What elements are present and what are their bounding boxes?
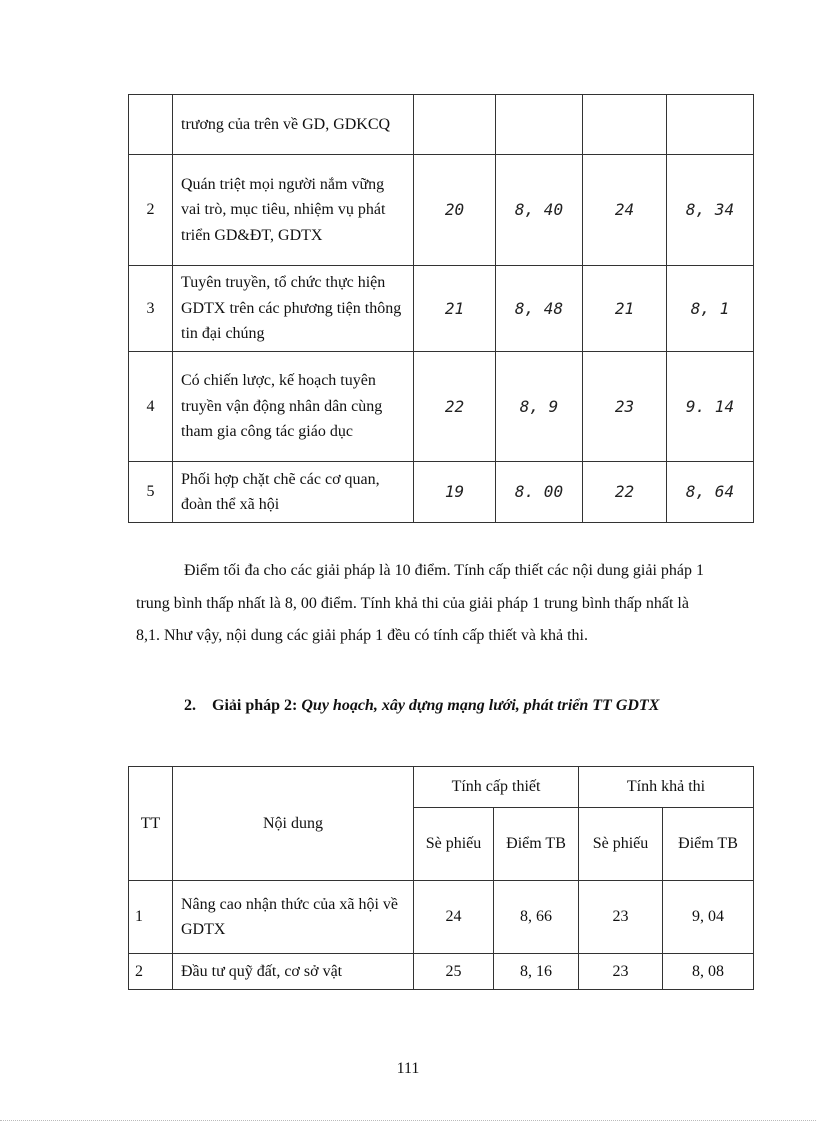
row-content: Quán triệt mọi người nắm vững vai trò, mục tiêu, nhiệm vụ phát triển GD&ĐT, GDTX [173, 155, 414, 266]
urgency-votes [414, 95, 496, 155]
feasibility-score: 8, 64 [667, 462, 754, 523]
feasibility-votes: 23 [583, 352, 667, 462]
summary-paragraph [136, 555, 716, 653]
row-number: 4 [129, 352, 173, 462]
table-row [129, 266, 754, 352]
feasibility-votes: 24 [583, 155, 667, 266]
summary-text: Điểm tối đa cho các giải pháp là 10 điểm. Tính cấp thiết các nội dung giải pháp 1 trung bình thấp nhất là 8, 00 điểm. Tính khả thi của giải pháp 1 trung bình thấp nhất là 8,1. Như vậy, nội dung các giải pháp 1 đều có tính cấp thiết và khả thi. [136, 562, 704, 645]
heading-label: Giải pháp 2: [212, 697, 298, 714]
feasibility-score: 8, 08 [663, 954, 754, 990]
row-content: Có chiến lược, kế hoạch tuyên truyền vận động nhân dân cùng tham gia công tác giáo dục [173, 352, 414, 462]
heading-title: Quy hoạch, xây dựng mạng lưới, phát triển TT GDTX [301, 697, 660, 714]
row-number: 2 [129, 155, 173, 266]
urgency-score: 8, 66 [494, 881, 579, 954]
feasibility-score: 9, 04 [663, 881, 754, 954]
row-content: Phối hợp chặt chẽ các cơ quan, đoàn thể xã hội [173, 462, 414, 523]
feasibility-votes: 23 [579, 954, 663, 990]
header-tt: TT [129, 767, 173, 881]
feasibility-votes: 22 [583, 462, 667, 523]
row-number: 3 [129, 266, 173, 352]
urgency-score: 8. 00 [496, 462, 583, 523]
table-row [129, 462, 754, 523]
row-content: Đầu tư quỹ đất, cơ sở vật [173, 954, 414, 990]
heading-number: 2. [184, 697, 196, 714]
urgency-votes: 24 [414, 881, 494, 954]
criteria-table-1 [128, 94, 754, 523]
urgency-score: 8, 16 [494, 954, 579, 990]
row-content: trương của trên về GD, GDKCQ [173, 95, 414, 155]
header-feasibility-score: Điểm TB [663, 808, 754, 881]
table-row [129, 95, 754, 155]
row-number: 5 [129, 462, 173, 523]
header-urgency: Tính cấp thiết [414, 767, 579, 808]
feasibility-score: 9. 14 [667, 352, 754, 462]
feasibility-score [667, 95, 754, 155]
header-content: Nội dung [173, 767, 414, 881]
header-urgency-votes: Sè phiếu [414, 808, 494, 881]
row-number [129, 95, 173, 155]
urgency-votes: 20 [414, 155, 496, 266]
row-content: Tuyên truyền, tổ chức thực hiện GDTX trên các phương tiện thông tin đại chúng [173, 266, 414, 352]
urgency-votes: 25 [414, 954, 494, 990]
urgency-votes: 19 [414, 462, 496, 523]
table-row [129, 155, 754, 266]
bottom-divider [0, 1120, 816, 1121]
urgency-score: 8, 48 [496, 266, 583, 352]
feasibility-votes: 21 [583, 266, 667, 352]
urgency-votes: 22 [414, 352, 496, 462]
row-number: 2 [129, 954, 173, 990]
feasibility-score: 8, 1 [667, 266, 754, 352]
header-feasibility: Tính khả thi [579, 767, 754, 808]
urgency-score [496, 95, 583, 155]
table-row [129, 881, 754, 954]
feasibility-votes: 23 [579, 881, 663, 954]
feasibility-votes [583, 95, 667, 155]
urgency-score: 8, 40 [496, 155, 583, 266]
page-number: 111 [396, 1060, 420, 1077]
table-row [129, 352, 754, 462]
row-content: Nâng cao nhận thức của xã hội về GDTX [173, 881, 414, 954]
criteria-table-2 [128, 766, 754, 990]
table-header-row [129, 767, 754, 808]
section-heading [136, 690, 716, 722]
header-feasibility-votes: Sè phiếu [579, 808, 663, 881]
header-urgency-score: Điểm TB [494, 808, 579, 881]
urgency-score: 8, 9 [496, 352, 583, 462]
urgency-votes: 21 [414, 266, 496, 352]
table-row [129, 954, 754, 990]
row-number: 1 [129, 881, 173, 954]
feasibility-score: 8, 34 [667, 155, 754, 266]
